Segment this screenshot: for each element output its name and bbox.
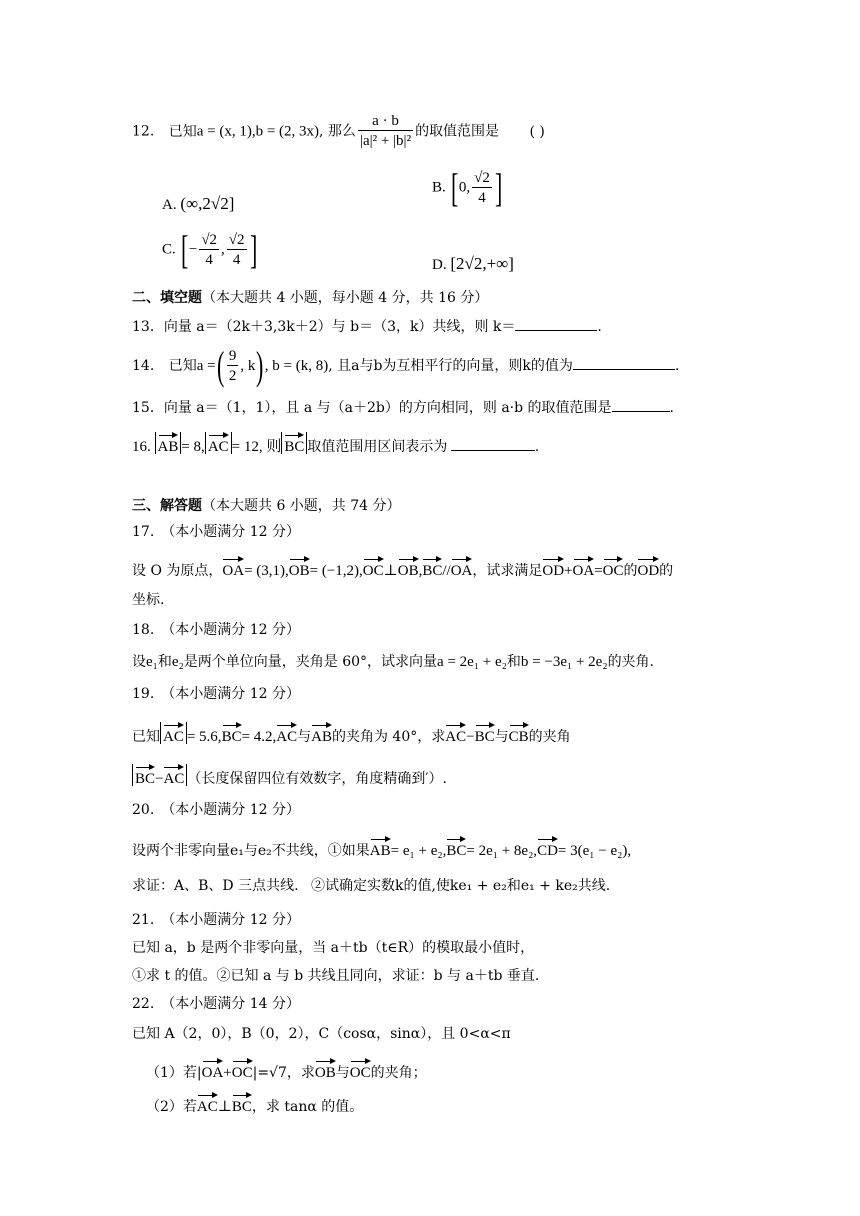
q12-fraction xyxy=(358,112,413,151)
q19-pre: 已知 xyxy=(132,729,160,745)
q22-part1 xyxy=(146,1058,427,1083)
q22-p1-plus: + xyxy=(223,1065,232,1081)
q14-line: 14. 已知a =( $\frac{9}{2}$ , k), b = (k, 8), 且a与b为互相平行的向量，则k的值为 . xyxy=(132,343,680,388)
q15-answer-blank xyxy=(612,397,670,412)
q19-yu2: 与 xyxy=(494,729,509,745)
q19-minus2: − xyxy=(155,771,164,787)
q17-vec-oa2: OA xyxy=(451,556,473,578)
q17-of: 的 xyxy=(623,563,638,579)
q17-pre: 设 O 为原点， xyxy=(132,563,223,579)
q22-head: 22. （本小题满分 14 分） xyxy=(132,996,300,1012)
q22-p1-yu: 与 xyxy=(335,1065,350,1081)
q20-line2 xyxy=(132,876,610,896)
q20-head: 20. （本小题满分 12 分） xyxy=(132,802,300,818)
q19-vec-bc3: BC xyxy=(135,764,155,786)
q12-frac-num: a · b xyxy=(358,112,413,131)
q17-de: 的 xyxy=(659,563,674,579)
q22-vec-ac: AC xyxy=(197,1092,218,1114)
q12-opt-c-label: C. xyxy=(162,241,176,258)
q19-vec-ac2: AC xyxy=(276,722,297,744)
q17-par: // xyxy=(442,563,451,579)
q16-eq2: = 12, 则 xyxy=(231,439,282,455)
section-3-heading xyxy=(132,496,401,516)
q17-vec-oc2: OC xyxy=(603,556,624,578)
q20-ab-val: = e₁ + e₂, xyxy=(390,843,447,859)
q17-vec-od: OD xyxy=(542,556,564,578)
q20-vec-bc: BC xyxy=(446,836,466,858)
q17-vec-oa3: OA xyxy=(573,556,595,578)
q12-frac-den: |a|² + |b|² xyxy=(359,133,412,149)
q19-minus: − xyxy=(466,729,475,745)
q12-a-def: a = (x, 1) xyxy=(196,123,252,140)
q13-answer-blank xyxy=(515,316,597,331)
q12-b-def: b = (2, 3x) xyxy=(255,123,320,140)
q18-and2: 和 xyxy=(506,654,521,670)
q17-mid: ，试求满足 xyxy=(472,563,543,579)
q12-opt-a-label: A. xyxy=(162,197,177,213)
q16-vec-bc: BC xyxy=(284,432,304,454)
q12-opt-c-den2: 4 xyxy=(232,251,241,268)
q15-text: 15．向量 a＝（1，1），且 a 与（a＋2b）的方向相同，则 a·b 的取值范围是 xyxy=(132,400,612,416)
q16-post: 取值范围用区间表示为 xyxy=(307,439,448,455)
q20-line1 xyxy=(132,836,631,861)
q17-ob-val: = (−1,2), xyxy=(309,563,363,579)
q18-and: 和 xyxy=(157,654,172,670)
section-3-title: 三、解答题 xyxy=(132,498,202,514)
section-2-heading xyxy=(132,288,488,308)
q12-then: , 那么 xyxy=(319,123,356,140)
q14-number: 14. xyxy=(132,358,155,374)
q12-option-d xyxy=(432,254,514,275)
q17-plus: + xyxy=(564,563,573,579)
q22-p1-eq: |=√7，求 xyxy=(252,1065,315,1081)
q19-vec-ac4: AC xyxy=(163,764,184,786)
q17-oa-val: = (3,1), xyxy=(244,563,289,579)
q22-part2 xyxy=(146,1092,363,1117)
q12-opt-c-den1: 4 xyxy=(205,251,213,268)
q21-line2: ①求 t 的值。②已知 a 与 b 共线且同向，求证：b 与 a＋tb 垂直. xyxy=(132,968,540,984)
section-3-note: （本大题共 6 小题，共 74 分） xyxy=(202,498,401,514)
q20-vec-ab: AB xyxy=(370,836,391,858)
q19-vec-ac: AC xyxy=(163,722,184,744)
q12-option-a xyxy=(162,194,234,215)
q22-p2-pre: （2）若 xyxy=(146,1099,197,1115)
q22-p1-post: 的夹角； xyxy=(370,1065,427,1081)
q19-line2-post: （长度保留四位有效数字，角度精确到′）. xyxy=(187,771,447,787)
q14-post: , 且a与b为互相平行的向量，则k的值为 xyxy=(328,358,573,374)
q20-line2-a: 求证：A、B、D 三点共线. xyxy=(132,878,299,894)
q17-vec-bc: BC xyxy=(422,556,442,578)
q18-a: a = 2e₁ + e₂ xyxy=(437,654,507,670)
q17-eq: = xyxy=(594,563,603,579)
q19-vec-cb: CB xyxy=(509,722,529,744)
q14-ak: , k xyxy=(240,358,256,374)
q14-b-def: , b = (k, 8) xyxy=(264,358,329,374)
q12-opt-b-left: 0, xyxy=(458,179,471,196)
q22-vec-oc: OC xyxy=(232,1058,253,1080)
q16-line xyxy=(132,432,539,457)
q15-end: . xyxy=(669,400,674,416)
q12-opt-c-num2: √2 xyxy=(228,231,245,248)
q20-bc-val: = 2e₁ + 8e₂, xyxy=(466,843,538,859)
q22-vec-bc: BC xyxy=(232,1092,252,1114)
q19-vec-ac3: AC xyxy=(445,722,466,744)
q14-num9: 9 xyxy=(228,347,237,364)
section-2-note: （本大题共 4 小题，每小题 4 分，共 16 分） xyxy=(202,290,489,306)
q12-opt-a-value: (∞,2√2] xyxy=(180,194,235,213)
q19-bc-val: = 4.2, xyxy=(241,729,277,745)
q12-post: 的取值范围是 xyxy=(415,123,500,140)
q14-pre: 已知 xyxy=(168,358,197,374)
q18-head: 18. （本小题满分 12 分） xyxy=(132,622,300,638)
q12-number: 12. xyxy=(132,123,155,140)
q12-option-b: B. [0, $\frac{√2}{4}$ ] xyxy=(432,165,503,210)
q18-e1: e₁ xyxy=(146,654,158,670)
q18-b: b = −3e₁ + 2e₂ xyxy=(520,654,608,670)
q21-head: 21. （本小题满分 12 分） xyxy=(132,912,300,928)
q16-end: . xyxy=(535,439,539,455)
q18-post: 的夹角. xyxy=(607,654,655,670)
q13-text: 13．向量 a＝（2k＋3,3k＋2）与 b＝（3，k）共线，则 k＝ xyxy=(132,319,516,335)
q21-line1: 已知 a，b 是两个非零向量，当 a＋tb（t∈R）的模取最小值时， xyxy=(132,940,535,956)
q19-ac-val: = 5.6, xyxy=(186,729,222,745)
q16-vec-ab: AB xyxy=(158,432,179,454)
q12-line xyxy=(132,112,545,151)
q14-a-eq: a = xyxy=(196,358,216,374)
q15-line xyxy=(132,397,674,418)
q12-opt-b-label: B. xyxy=(432,179,446,196)
q12-opt-b-den: 4 xyxy=(478,189,486,206)
q12-comma: , xyxy=(251,123,256,140)
q17-line1 xyxy=(132,556,673,581)
q19-yu: 与 xyxy=(297,729,312,745)
q22-line1: 已知 A（2，0），B（0，2），C（cosα，sinα），且 0<α<π xyxy=(132,1026,511,1042)
q19-post: 的夹角 xyxy=(528,729,571,745)
q18-mid: 是两个单位向量，夹角是 60°，试求向量 xyxy=(183,654,438,670)
q22-p2-perp: ⊥ xyxy=(217,1099,232,1115)
q12-pre: 已知 xyxy=(168,123,197,140)
q22-vec-ob: OB xyxy=(315,1058,336,1080)
q20-line2-b: ②试确定实数k的值,使ke₁ + e₂和e₁ + ke₂共线. xyxy=(310,878,611,894)
q13-end: . xyxy=(597,319,602,335)
q20-cd-val: = 3(e₁ − e₂), xyxy=(557,843,632,859)
q19-vec-bc2: BC xyxy=(475,722,495,744)
q17-perp: ⊥ xyxy=(383,563,398,579)
q14-answer-blank xyxy=(573,355,675,370)
q16-eq1: = 8, xyxy=(181,439,205,455)
q12-opt-c-num1: √2 xyxy=(201,231,218,248)
q19-head: 19. （本小题满分 12 分） xyxy=(132,686,300,702)
q22-vec-oc2: OC xyxy=(350,1058,371,1080)
q17-vec-od2: OD xyxy=(637,556,659,578)
q19-vec-ab: AB xyxy=(311,722,332,744)
q18-pre: 设 xyxy=(132,654,146,670)
q18-line1 xyxy=(132,652,654,672)
q19-line1 xyxy=(132,722,571,747)
q18-e2: e₂ xyxy=(171,654,184,670)
q17-vec-oc: OC xyxy=(363,556,384,578)
q12-opt-b-num: √2 xyxy=(474,169,490,186)
q17-vec-ob: OB xyxy=(289,556,310,578)
q20-line1-pre: 设两个非零向量e₁与e₂不共线，①如果 xyxy=(132,843,370,859)
q14-den2: 2 xyxy=(228,367,237,384)
q19-mid: 的夹角为 40°，求 xyxy=(331,729,446,745)
q16-vec-ac: AC xyxy=(208,432,229,454)
section-2-title: 二、填空题 xyxy=(132,290,202,306)
q19-line2 xyxy=(132,764,447,789)
q17-head: 17. （本小题满分 12 分） xyxy=(132,524,300,540)
q17-vec-ob2: OB xyxy=(398,556,419,578)
q12-paren: ( ) xyxy=(529,123,545,140)
q16-number: 16. xyxy=(132,439,151,455)
q12-opt-d-value: [2√2,+∞] xyxy=(450,254,514,273)
q13-line xyxy=(132,316,602,337)
q20-vec-cd: CD xyxy=(537,836,558,858)
q16-answer-blank xyxy=(451,436,535,451)
q19-vec-bc: BC xyxy=(222,722,242,744)
q22-p2-post: ，求 tanα 的值。 xyxy=(251,1099,364,1115)
q12-opt-d-label: D. xyxy=(432,257,447,273)
q14-end: . xyxy=(674,358,680,374)
q17-comma: , xyxy=(418,563,423,579)
q12-option-c: C. [− $\frac{√2}{4}$ , $\frac{√2}{4}$ ] xyxy=(162,227,257,272)
q22-vec-oa: OA xyxy=(202,1058,224,1080)
q22-p1-pre: （1）若| xyxy=(146,1065,202,1081)
q17-line2: 坐标. xyxy=(132,592,165,608)
q17-vec-oa: OA xyxy=(222,556,244,578)
